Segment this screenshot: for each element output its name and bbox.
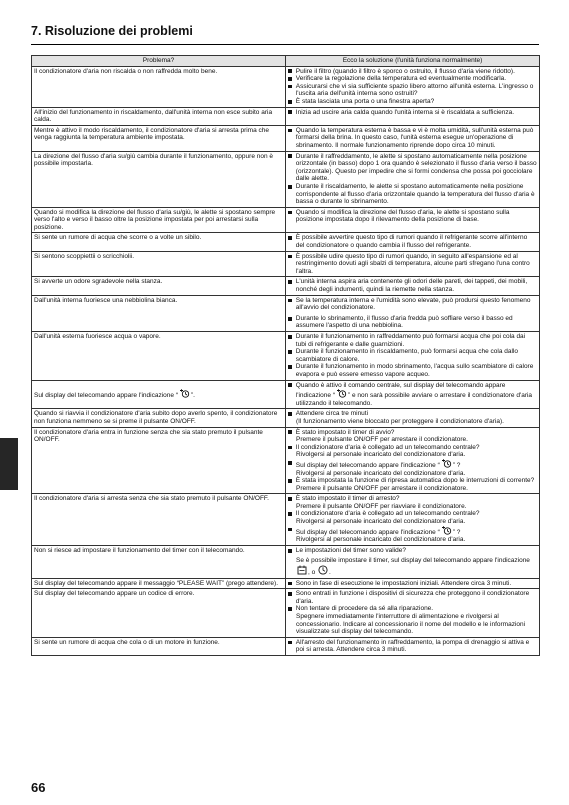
solution-cell xyxy=(286,578,540,589)
troubleshooting-table xyxy=(31,55,540,656)
bullet-square-icon xyxy=(288,129,292,133)
solution-text: Quando la temperatura esterna è bassa e vi è molta umidità, sull'unità esterna può formarsi della brina. In questo caso, l'unità esterna esegue un'operazione di sbrinamento. Il normale funzionamento riprende dopo circa 10 minuti. xyxy=(295,126,534,149)
bullet-square-icon xyxy=(288,430,292,434)
solution-item xyxy=(288,109,537,117)
bullet-square-icon xyxy=(288,461,292,465)
solution-cell xyxy=(286,589,540,638)
solution-item xyxy=(288,382,537,408)
solution-item xyxy=(288,209,537,224)
table-row xyxy=(32,332,540,381)
solution-text: Il condizionatore d'aria è collegato ad un telecomando centrale? xyxy=(295,510,480,518)
solution-note xyxy=(288,557,537,576)
solution-text: Assicurarsi che vi sia sufficiente spazio libero attorno all'unità esterna. L'ingresso o l'uscita aria dell'unità interna sono ostruiti? xyxy=(295,82,534,98)
problem-cell: Il condizionatore d'aria si arresta senza che sia stato premuto il pulsante ON/OFF. xyxy=(32,494,286,546)
solution-item xyxy=(288,526,537,537)
bullet-square-icon xyxy=(288,641,292,645)
bullet-square-icon xyxy=(288,365,292,369)
solution-cell xyxy=(286,233,540,251)
timer-display-icon xyxy=(297,565,307,575)
solution-note: Premere il pulsante ON/OFF per arrestare il condizionatore. xyxy=(296,484,468,492)
solution-text: Durante il funzionamento in modo sbrinamento, l'acqua sullo scambiatore di calore evapora e può essere emesso vapore acqueo. xyxy=(295,363,534,378)
solution-text: Quando è attivo il comando centrale, sul display del telecomando appare l'indicazione “ xyxy=(295,381,506,400)
central-control-icon xyxy=(441,459,452,468)
problem-cell: Quando si modifica la direzione del flusso d'aria su/giù, le alette si spostano sempre verso l'alto e verso il basso oltre la posizione impostata per poi arrestarsi sulla posizione. xyxy=(32,207,286,233)
solution-text: Il condizionatore d'aria è collegato ad un telecomando centrale? xyxy=(295,443,480,451)
solution-item xyxy=(288,459,537,470)
solution-text: Durante il riscaldamento, le alette si spostano automaticamente nella posizione corrispondente al flusso d'aria orizzontale quando la temperatura del flusso d'aria è bassa o durante lo sbrinamento. xyxy=(295,182,535,206)
solution-text: Attendere circa tre minuti xyxy=(295,410,369,418)
solution-cell xyxy=(286,251,540,277)
table-row xyxy=(32,427,540,494)
table-header-row xyxy=(32,56,540,67)
section-title: 7. Risoluzione dei problemi xyxy=(31,24,193,38)
bullet-square-icon xyxy=(288,497,292,501)
solution-text: Sono in fase di esecuzione le impostazioni iniziali. Attendere circa 3 minuti. xyxy=(295,579,512,587)
title-divider xyxy=(31,44,539,45)
solution-item xyxy=(288,127,537,150)
table-row xyxy=(32,107,540,125)
bullet-square-icon xyxy=(288,100,292,104)
solution-item xyxy=(288,477,537,485)
page-number: 66 xyxy=(31,780,46,795)
solution-item xyxy=(288,590,537,605)
bullet-square-icon xyxy=(288,255,292,259)
solution-item xyxy=(288,83,537,98)
bullet-square-icon xyxy=(288,154,292,158)
solution-note: Rivolgersi al personale incaricato del condizionatore d'aria. xyxy=(296,536,466,544)
problem-cell: Il condizionatore d'aria non riscalda o non raffredda molto bene. xyxy=(32,66,286,107)
bullet-square-icon xyxy=(288,582,292,586)
solution-cell xyxy=(286,332,540,381)
bullet-square-icon xyxy=(288,236,292,240)
bullet-square-icon xyxy=(288,528,292,532)
bullet-square-icon xyxy=(288,479,292,483)
bullet-square-icon xyxy=(288,335,292,339)
bullet-square-icon xyxy=(288,77,292,81)
problem-text: Sul display del telecomando appare l'indicazione “ xyxy=(34,392,178,400)
solution-text: ” e non sarà possibile avviare o arrestare il condizionatore d'aria utilizzando il telecomando. xyxy=(295,392,533,407)
central-control-icon xyxy=(336,389,347,398)
table-row xyxy=(32,409,540,427)
table-row xyxy=(32,589,540,638)
bullet-square-icon xyxy=(288,185,292,189)
bullet-square-icon xyxy=(288,350,292,354)
solution-note: (Il funzionamento viene bloccato per proteggere il condizionatore d'aria). xyxy=(296,417,504,425)
problem-cell: Sul display del telecomando appare il messaggio “PLEASE WAIT” (prego attendere). xyxy=(32,578,286,589)
bullet-square-icon xyxy=(288,69,292,73)
solution-text: È possibile udire questo tipo di rumori quando, in seguito all'espansione ed al restringimento dovuti agli sbalzi di temperatura, alcune parti sfregano l'una contro l'altra. xyxy=(295,252,530,275)
solution-text: Durante lo sbrinamento, il flusso d'aria fredda può soffiare verso il basso ed assumere l'aspetto di una nebbiolina. xyxy=(295,314,513,330)
bullet-square-icon xyxy=(288,299,292,303)
solution-item xyxy=(288,444,537,452)
bullet-square-icon xyxy=(288,317,292,321)
bullet-square-icon xyxy=(288,592,292,596)
solution-text: È stato impostato il timer di arresto? xyxy=(295,495,400,503)
solution-item xyxy=(288,547,537,555)
solution-item xyxy=(288,429,537,437)
bullet-square-icon xyxy=(288,110,292,114)
problem-cell: Dall'unità esterna fuoriesce acqua o vapore. xyxy=(32,332,286,381)
solution-cell xyxy=(286,125,540,151)
solution-text: Inizia ad uscire aria calda quando l'unità interna si è riscaldata a sufficienza. xyxy=(295,108,515,116)
solution-note: Spegnere immediatamente l'interruttore di alimentazione e rivolgersi al concessionario. Indicare al concessionario il nome del modello e le informazioni visualizzate sul display del telecomando. xyxy=(296,613,526,636)
solution-note-text: . xyxy=(329,569,331,577)
problem-cell: Quando si riavvia il condizionatore d'aria subito dopo averlo spento, il condizionatore non funziona nemmeno se si preme il pulsante ON/OFF. xyxy=(32,409,286,427)
problem-cell: Sul display del telecomando appare un codice di errore. xyxy=(32,589,286,638)
problem-text: ”. xyxy=(190,392,195,400)
solution-item xyxy=(288,348,537,363)
solution-item xyxy=(288,153,537,183)
solution-text: Durante il raffreddamento, le alette si spostano automaticamente nella posizione orizzontale (in basso) dopo 1 ora quando è selezionato il flusso d'aria verso il basso (orizzontale). Questo per impedire che si formi condensa che possa poi gocciolare dalle alette. xyxy=(295,152,537,183)
solution-text: Quando si modifica la direzione del flusso d'aria, le alette si spostano sulla posizione impostata dopo il rilevamento della posizione di base. xyxy=(295,208,510,224)
solution-cell xyxy=(286,545,540,578)
central-control-icon xyxy=(179,389,190,398)
solution-item xyxy=(288,333,537,348)
solution-item xyxy=(288,605,537,613)
table-row xyxy=(32,233,540,251)
solution-item xyxy=(288,297,537,312)
solution-text: È stato impostato il timer di avvio? xyxy=(295,428,395,436)
solution-cell xyxy=(286,151,540,207)
problem-cell: Si sente un rumore di acqua che scorre o a volte un sibilo. xyxy=(32,233,286,251)
solution-note-text: Se è possibile impostare il timer, sul display del telecomando appare l'indicazione xyxy=(296,557,530,565)
solution-cell xyxy=(286,66,540,107)
table-row xyxy=(32,380,540,409)
table-row xyxy=(32,66,540,107)
central-control-icon xyxy=(441,526,452,535)
problem-cell: Dall'unità interna fuoriesce una nebbiolina bianca. xyxy=(32,295,286,331)
solution-text: Sono entrati in funzione i dispositivi di sicurezza che proteggono il condizionatore d'aria. xyxy=(295,590,530,605)
solution-note-text: , o xyxy=(308,569,316,577)
solution-item xyxy=(288,410,537,418)
table-row xyxy=(32,151,540,207)
solution-text: È stata lasciata una porta o una finestra aperta? xyxy=(295,97,435,105)
solution-item xyxy=(288,495,537,503)
table-row xyxy=(32,295,540,331)
bullet-square-icon xyxy=(288,446,292,450)
solution-item xyxy=(288,639,537,654)
solution-text: Sul display del telecomando appare l'indicazione “ xyxy=(295,461,440,469)
solution-item xyxy=(288,315,537,330)
solution-text: È possibile avvertire questo tipo di rumori quando il refrigerante scorre all'interno del condizionatore o quando cambia il flusso del refrigerante. xyxy=(295,234,528,250)
solution-note: Premere il pulsante ON/OFF per arrestare il condizionatore. xyxy=(296,436,468,444)
solution-item xyxy=(288,363,537,378)
solution-text: L'unità interna aspira aria contenente gli odori delle pareti, dei tappeti, dei mobili, nonché degli indumenti, quindi la riemette nella stanza. xyxy=(295,278,528,294)
solution-cell xyxy=(286,494,540,546)
problem-cell: Non si riesce ad impostare il funzionamento del timer con il telecomando. xyxy=(32,545,286,578)
solution-text: Pulire il filtro (quando il filtro è sporco o ostruito, il flusso d'aria viene ridotto). xyxy=(295,67,515,75)
solution-note: Premere il pulsante ON/OFF per riavviare il condizionatore. xyxy=(296,502,467,510)
bullet-square-icon xyxy=(288,383,292,387)
bullet-square-icon xyxy=(288,607,292,611)
problem-cell: Si sentono scoppiettii o scricchiolii. xyxy=(32,251,286,277)
solution-item xyxy=(288,183,537,206)
table-row xyxy=(32,494,540,546)
solution-cell xyxy=(286,295,540,331)
problem-cell: Il condizionatore d'aria entra in funzione senza che sia stato premuto il pulsante ON/OFF. xyxy=(32,427,286,494)
solution-note: Rivolgersi al personale incaricato del condizionatore d'aria. xyxy=(296,451,466,459)
solution-text: Durante il funzionamento in riscaldamento, può formarsi acqua che cola dallo scambiatore di calore. xyxy=(295,348,519,363)
solution-text: Sul display del telecomando appare l'indicazione “ xyxy=(295,528,440,536)
solution-cell xyxy=(286,409,540,427)
bullet-square-icon xyxy=(288,549,292,553)
solution-item xyxy=(288,68,537,76)
solution-text: Verificare la regolazione della temperatura ed eventualmente modificarla. xyxy=(295,75,507,83)
solution-text: Non tentare di procedere da sé alla riparazione. xyxy=(295,605,434,613)
solution-cell xyxy=(286,207,540,233)
solution-cell xyxy=(286,107,540,125)
solution-item xyxy=(288,510,537,518)
table-row xyxy=(32,125,540,151)
solution-item xyxy=(288,278,537,293)
problem-cell: La direzione del flusso d'aria su/giù cambia durante il funzionamento, oppure non è possibile impostarla. xyxy=(32,151,286,207)
problem-cell xyxy=(32,380,286,409)
solution-text: All'arresto del funzionamento in raffreddamento, la pompa di drenaggio si attiva e poi si arresta. Attendere circa 3 minuti. xyxy=(295,638,530,654)
solution-text: ” ? xyxy=(452,461,461,469)
solution-item xyxy=(288,98,537,106)
bullet-square-icon xyxy=(288,211,292,215)
column-header-problem: Problema? xyxy=(32,56,286,67)
table-row xyxy=(32,251,540,277)
problem-cell: Si avverte un odore sgradevole nella stanza. xyxy=(32,277,286,295)
table-row xyxy=(32,578,540,589)
solution-note: Rivolgersi al personale incaricato del condizionatore d'aria. xyxy=(296,518,466,526)
clock-icon xyxy=(318,565,328,575)
solution-text: Se la temperatura interna e l'umidità sono elevate, può prodursi questo fenomeno all'avvio del condizionatore. xyxy=(295,296,531,312)
table-row xyxy=(32,207,540,233)
bullet-square-icon xyxy=(288,412,292,416)
solution-text: Durante il funzionamento in raffreddamento può formarsi acqua che poi cola dai tubi di refrigerante e dalle guarnizioni. xyxy=(295,333,526,348)
table-row xyxy=(32,277,540,295)
solution-cell xyxy=(286,427,540,494)
solution-text: Le impostazioni del timer sono valide? xyxy=(295,546,406,554)
problem-cell: Si sente un rumore di acqua che cola o di un motore in funzione. xyxy=(32,637,286,655)
table-row xyxy=(32,545,540,578)
solution-cell xyxy=(286,637,540,655)
solution-item xyxy=(288,75,537,83)
solution-cell xyxy=(286,277,540,295)
table-row xyxy=(32,637,540,655)
column-header-solution: Ecco la soluzione (l'unità funziona normalmente) xyxy=(286,56,540,67)
solution-text: È stata impostata la funzione di ripresa automatica dopo le interruzioni di corrente? xyxy=(295,477,535,485)
solution-text: ” ? xyxy=(452,528,461,536)
problem-cell: Mentre è attivo il modo riscaldamento, il condizionatore d'aria si arresta prima che venga raggiunta la temperatura ambiente impostata. xyxy=(32,125,286,151)
solution-note: Rivolgersi al personale incaricato del condizionatore d'aria. xyxy=(296,469,466,477)
bullet-square-icon xyxy=(288,85,292,89)
solution-cell xyxy=(286,380,540,409)
solution-item xyxy=(288,234,537,249)
bullet-square-icon xyxy=(288,512,292,516)
solution-item xyxy=(288,253,537,276)
bullet-square-icon xyxy=(288,280,292,284)
chapter-side-tab xyxy=(0,438,18,490)
solution-item xyxy=(288,580,537,588)
problem-cell: All'inizio del funzionamento in riscaldamento, dall'unità interna non esce subito aria calda. xyxy=(32,107,286,125)
